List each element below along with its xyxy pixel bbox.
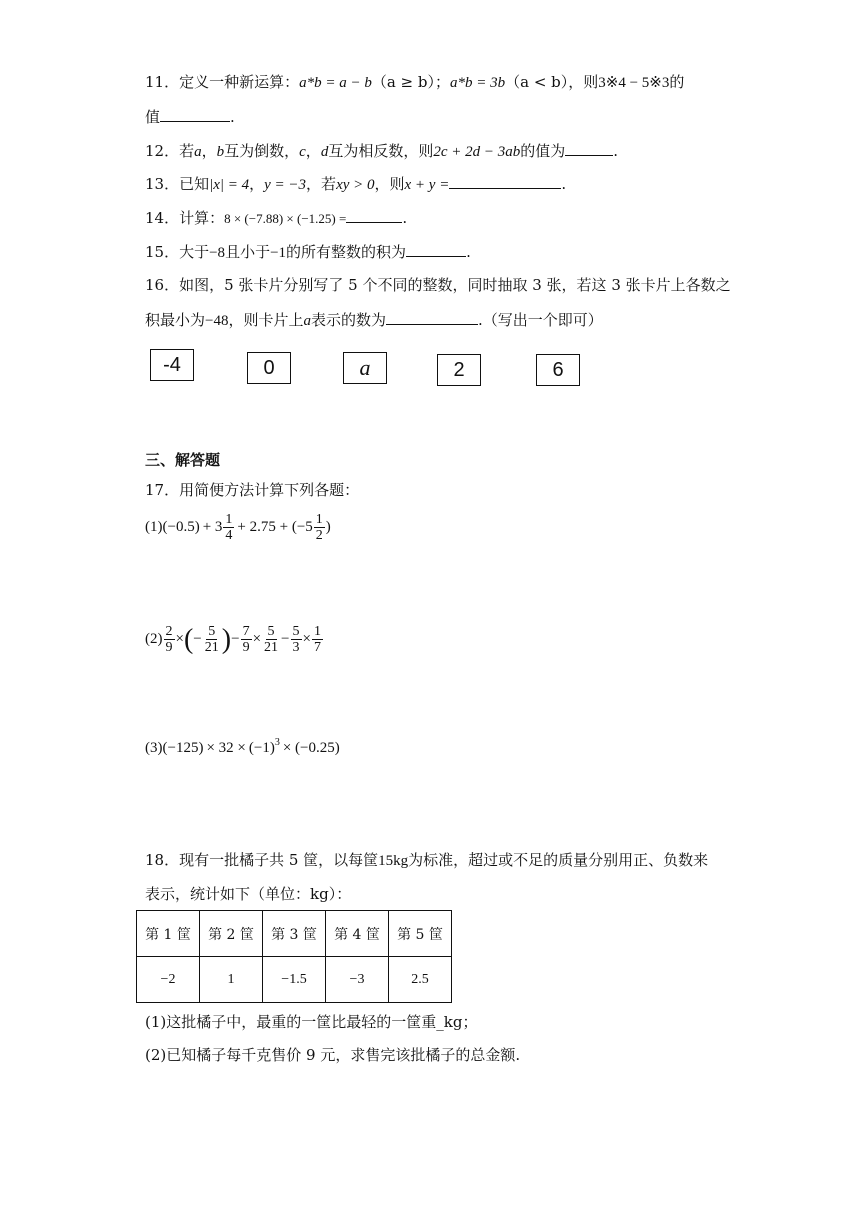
q18-standard-weight: 15kg <box>378 853 409 869</box>
q18-text-a: 18．现有一批橘子共 5 筐，以每筐 <box>145 851 379 869</box>
card-value: a <box>359 355 371 380</box>
q18-sub2: (2)已知橘子每千克售价 9 元，求售完该批橘子的总金额. <box>145 1046 521 1064</box>
q12-tail: 的值为 <box>520 142 566 160</box>
q18-sub1-unit: kg； <box>443 1013 478 1031</box>
q17-p2-frac6 <box>312 624 323 655</box>
q15-mid: 且小于 <box>225 243 271 261</box>
minus-sign: − <box>193 631 202 647</box>
q11-end: . <box>230 108 235 126</box>
frac-den: 21 <box>264 640 279 655</box>
q11-expr: 3※4 − 5※3 <box>598 75 670 91</box>
q11-def2: a*b = 3b <box>450 75 506 91</box>
q17-part3 <box>145 737 340 757</box>
open-paren: ( <box>183 623 194 655</box>
weight-table <box>136 910 452 1003</box>
frac-num: 2 <box>165 624 173 639</box>
number-card <box>247 352 291 384</box>
number-card <box>343 352 387 384</box>
q16-var-a: a <box>303 313 311 329</box>
number-card <box>150 349 194 381</box>
part-label: (3) <box>145 740 163 756</box>
q11-def1: a*b = a − b <box>299 75 372 91</box>
number-card <box>437 354 481 386</box>
q17-p1-plus1: + 3 <box>202 519 223 535</box>
table-header-cell: 第 4 筐 <box>326 911 389 957</box>
q13-expr: x + y = <box>404 177 450 193</box>
q11-prefix: 11．定义一种新运算： <box>145 73 300 91</box>
q11-line2-text: 值 <box>145 108 161 126</box>
q17-p2-frac3 <box>241 624 252 655</box>
q17-p1-close: ) <box>325 519 331 535</box>
q15-prefix: 15．大于 <box>145 243 210 261</box>
table-cell: 2.5 <box>389 957 452 1003</box>
frac-num: 5 <box>267 624 275 639</box>
q18-sub1-text: (1)这批橘子中，最重的一筐比最轻的一筐重 <box>145 1013 437 1031</box>
q12-sep1: ， <box>201 142 217 160</box>
q16-text-c: 表示的数为 <box>311 311 387 329</box>
table-header-cell: 第 3 筐 <box>263 911 326 957</box>
q11-line2 <box>145 106 235 127</box>
table-header-cell: 第 2 筐 <box>200 911 263 957</box>
frac-num: 1 <box>313 624 321 639</box>
q12-line <box>145 140 618 162</box>
q16-text-d: .（写出一个即可） <box>478 311 603 329</box>
frac-num: 1 <box>225 512 233 527</box>
frac-den: 21 <box>204 640 219 655</box>
q17-part1 <box>145 512 331 543</box>
table-cell: −1.5 <box>263 957 326 1003</box>
q14-expr: 8 × (−7.88) × (−1.25) = <box>224 211 347 226</box>
q11-cond2: （a < b），则 <box>505 73 599 91</box>
q15-end: . <box>466 243 471 261</box>
q12-expr: 2c + 2d − 3ab <box>433 144 521 160</box>
q13-end: . <box>561 175 567 193</box>
q13-mid2: ，则 <box>374 175 405 193</box>
q13-line <box>145 173 566 195</box>
frac-num: 1 <box>315 512 323 527</box>
q12-answer-blank[interactable] <box>565 140 613 156</box>
q18-line1 <box>145 850 708 871</box>
section-title: 三、解答题 <box>145 451 221 469</box>
q17-p3-exponent: 3 <box>274 737 280 748</box>
q14-prefix: 14．计算： <box>145 209 225 227</box>
q18-sub1 <box>145 1012 477 1032</box>
table-cell: −3 <box>326 957 389 1003</box>
q14-line <box>145 207 407 229</box>
q17-title: 17．用简便方法计算下列各题： <box>145 481 360 499</box>
minus-sign: − <box>231 631 240 647</box>
q12-mid1: 互为倒数， <box>224 142 300 160</box>
q14-answer-blank[interactable] <box>346 207 402 223</box>
q12-var-c: c <box>299 144 306 160</box>
q17-p3-term1: (−125) <box>162 740 204 756</box>
q16-text-b: ，则卡片上 <box>228 311 304 329</box>
q11-line1 <box>145 72 684 93</box>
q12-mid2: 互为相反数，则 <box>328 142 434 160</box>
q17-part2 <box>145 624 324 655</box>
q16-text-a: 积最小为 <box>145 311 206 329</box>
q15-v2: −1 <box>270 245 287 261</box>
q16-line1-text: 16．如图，5 张卡片分别写了 5 个不同的整数，同时抽取 3 张，若这 3 张卡片上各数之 <box>145 276 731 294</box>
card-value: 0 <box>263 356 275 379</box>
q16-answer-blank[interactable] <box>386 309 478 325</box>
minus-sign: − <box>281 631 290 647</box>
q17-p3-term2: × 32 × <box>206 740 246 756</box>
frac-num: 5 <box>208 624 216 639</box>
card-value: -4 <box>163 353 181 376</box>
q15-line <box>145 241 471 263</box>
q17-p2-frac2 <box>203 624 221 655</box>
q16-min-value: −48 <box>205 313 229 329</box>
q12-prefix: 12．若 <box>145 142 195 160</box>
q11-cond1: （a ≥ b）； <box>371 73 450 91</box>
q15-answer-blank[interactable] <box>406 241 466 257</box>
q13-prefix: 13．已知 <box>145 175 210 193</box>
q17-p1-plus2: + 2.75 + (−5 <box>237 519 313 535</box>
q15-tail: 的所有整数的积为 <box>286 243 407 261</box>
times-sign: × <box>302 631 311 647</box>
q18-sub1-blank[interactable]: _ <box>436 1013 444 1031</box>
frac-den: 9 <box>165 640 173 655</box>
card-value: 2 <box>453 358 465 381</box>
frac-den: 2 <box>315 528 323 543</box>
q13-cond2: y = −3 <box>264 177 307 193</box>
q12-var-a: a <box>194 144 202 160</box>
q13-mid: ，若 <box>306 175 337 193</box>
q12-var-b: b <box>216 144 225 160</box>
frac-den: 4 <box>225 528 233 543</box>
frac-num: 7 <box>242 624 250 639</box>
frac-den: 9 <box>242 640 250 655</box>
q13-cond1: |x| = 4 <box>209 177 250 193</box>
q16-line2 <box>145 309 603 331</box>
times-sign: × <box>175 631 184 647</box>
q12-sep2: ， <box>305 142 321 160</box>
q13-cond3: xy > 0 <box>336 177 375 193</box>
q12-var-d: d <box>320 144 329 160</box>
q17-p2-frac5 <box>291 624 302 655</box>
part-label: (1) <box>145 519 163 535</box>
table-header-cell: 第 5 筐 <box>389 911 452 957</box>
q17-p1-frac2 <box>314 512 325 543</box>
frac-den: 3 <box>292 640 300 655</box>
table-row <box>137 957 452 1003</box>
frac-num: 5 <box>292 624 300 639</box>
q11-answer-blank[interactable] <box>160 106 230 122</box>
q16-line1 <box>145 275 731 295</box>
q13-sep1: ， <box>249 175 265 193</box>
q13-answer-blank[interactable] <box>449 173 561 189</box>
table-cell: 1 <box>200 957 263 1003</box>
q17-p1-frac1 <box>223 512 234 543</box>
q14-end: . <box>402 209 408 227</box>
number-card <box>536 354 580 386</box>
card-value: 6 <box>552 358 564 381</box>
part-label: (2) <box>145 631 163 647</box>
q17-p3-term4: × (−0.25) <box>282 740 340 756</box>
table-header-row <box>137 911 452 957</box>
q17-p2-frac4 <box>262 624 280 655</box>
times-sign: × <box>252 631 262 647</box>
q12-end: . <box>613 142 619 160</box>
table-header-cell: 第 1 筐 <box>137 911 200 957</box>
table-cell: −2 <box>137 957 200 1003</box>
q11-tail: 的 <box>669 73 685 91</box>
q18-text-b: 为标准，超过或不足的质量分别用正、负数来 <box>408 851 709 869</box>
q15-v1: −8 <box>209 245 226 261</box>
q18-line2: 表示，统计如下（单位：kg）： <box>145 885 352 903</box>
q17-p1-term1: (−0.5) <box>162 519 200 535</box>
q17-p3-term3: (−1) <box>248 740 275 756</box>
q17-p2-frac1 <box>164 624 175 655</box>
close-paren: ) <box>221 623 232 655</box>
frac-den: 7 <box>313 640 321 655</box>
